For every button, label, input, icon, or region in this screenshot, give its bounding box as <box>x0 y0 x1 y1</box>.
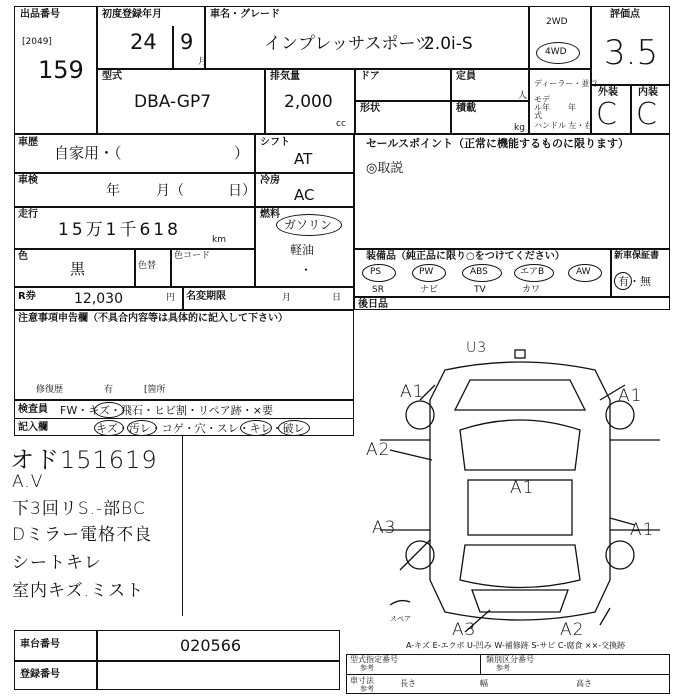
ext-grade-label: 外装 <box>598 87 618 98</box>
chassis-label: 車台番号 <box>20 639 60 650</box>
handnote-interior: 室内キズ.ミスト <box>12 581 145 601</box>
equip-ps: PS <box>370 267 382 277</box>
fuel-gas: ガソリン <box>284 218 333 232</box>
inspection-month: 月（ <box>156 183 184 199</box>
color-value: 黒 <box>70 260 86 278</box>
registration-month-unit: 月 <box>198 57 208 67</box>
reg-no-label: 登録番号 <box>20 669 60 680</box>
mileage-unit: km <box>212 235 226 245</box>
displacement-label: 排気量 <box>270 71 300 82</box>
equip-aw: AW <box>576 267 591 277</box>
equip-navi: ナビ <box>420 285 439 295</box>
repair-place: [箇所 <box>144 385 166 395</box>
chassis-value: 020566 <box>180 636 242 655</box>
spec-size-label: 車寸法 <box>350 676 374 685</box>
name-change-month: 月 <box>282 293 292 303</box>
history-close: ） <box>234 144 250 162</box>
fuel-dot: ・ <box>300 263 313 277</box>
warranty-label: 新車保証書 <box>614 251 660 261</box>
history-value: 自家用・（ <box>54 144 122 162</box>
mileage-digits: 15万1千618 <box>58 220 181 240</box>
load-label: 積載 <box>456 103 476 114</box>
inspector-legend: FW・キズ・飛石・ヒビ割・リペア跡・×要 <box>60 404 273 417</box>
fuel-diesel: 軽油 <box>290 243 315 257</box>
model-label: 型式 <box>102 71 122 82</box>
inspection-year: 年 <box>106 183 120 199</box>
header-frame <box>14 6 670 134</box>
capacity-label: 定員 <box>456 71 476 82</box>
color-change-label: 色替 <box>138 261 157 271</box>
legend-yogore-circle <box>127 420 157 436</box>
diagram-a1-rr: A1 <box>630 520 655 540</box>
spec-class-ref: 参考 <box>496 664 510 672</box>
model-value: DBA-GP7 <box>134 92 212 112</box>
handnote-odo: オド151619 <box>10 446 158 474</box>
drive-4wd: 4WD <box>545 47 567 57</box>
notes-label: 注意事項申告欄（不具合内容等は具体的に記入して下さい） <box>18 313 288 324</box>
lot-label: 出品番号 <box>20 9 60 20</box>
recycle-label: R券 <box>18 291 36 302</box>
spec-class-label: 類別区分番号 <box>486 655 534 664</box>
warranty-value: 有・無 <box>618 275 651 288</box>
load-unit: kg <box>514 123 525 133</box>
recorder-label: 記入欄 <box>18 422 48 433</box>
inspection-day: 日） <box>228 183 256 199</box>
shape-label: 形状 <box>360 103 380 114</box>
registration-label: 初度登録年月 <box>102 9 162 20</box>
equip-leather: カワ <box>522 285 541 295</box>
int-grade-label: 内装 <box>638 87 658 98</box>
selling-label: セールスポイント（正常に機能するものに限ります） <box>366 137 630 150</box>
equip-airbag: エアB <box>520 267 545 277</box>
diagram-a1-roof: A1 <box>510 478 535 498</box>
dealer-label: ディーラー・並行 <box>534 79 598 88</box>
capacity-unit: 人 <box>518 91 528 101</box>
spec-length: 長さ <box>400 679 416 688</box>
rear-seat-label: 後日品 <box>358 299 388 310</box>
color-label: 色 <box>18 251 28 262</box>
spec-type-ref: 参考 <box>360 664 374 672</box>
ext-grade-value: C <box>596 97 617 132</box>
dealer-handle: ハンドル 左・右 <box>534 121 593 130</box>
equip-pw: PW <box>419 267 434 277</box>
diagram-a1-fl: A1 <box>400 382 425 402</box>
handnote-av: A.V <box>12 472 44 492</box>
displacement-unit: cc <box>336 119 346 129</box>
legend-kire-circle <box>278 420 310 436</box>
name-change-label: 名変期限 <box>186 291 226 302</box>
displacement-value: 2,000 <box>284 92 333 112</box>
repair-value: 有 <box>104 385 114 395</box>
registration-month: 9 <box>180 30 194 54</box>
inspection-label: 車検 <box>18 175 38 186</box>
legend-kizu-circle <box>94 402 124 418</box>
spec-type-label: 型式指定番号 <box>350 655 398 664</box>
equip-sr: SR <box>372 285 384 295</box>
mileage-label: 走行 <box>18 209 38 220</box>
diagram-a3-rear: A3 <box>452 620 477 640</box>
handnote-seat: シートキレ <box>12 553 102 573</box>
color-code-label: 色コード <box>174 251 211 261</box>
history-label: 車歴 <box>18 137 38 148</box>
diagram-a1-fr: A1 <box>618 386 643 406</box>
car-name: インプレッサスポーツ <box>264 34 432 54</box>
cooling-value: AC <box>294 186 315 204</box>
lot-number: 159 <box>38 56 84 84</box>
inspector-label: 検査員 <box>18 404 48 415</box>
int-grade-value: C <box>636 97 657 132</box>
recycle-value: 12,030 <box>74 291 123 307</box>
car-grade: 2.0i-S <box>424 34 473 54</box>
shift-value: AT <box>294 150 313 168</box>
lot-code: [2049] <box>22 37 52 47</box>
diagram-u3: U3 <box>466 340 488 356</box>
spec-height: 高さ <box>576 679 592 688</box>
shift-label: シフト <box>260 137 290 148</box>
legend-kizu2-circle <box>94 420 124 436</box>
diagram-a3-left: A3 <box>372 518 397 538</box>
spec-size-ref: 参考 <box>360 685 374 693</box>
equipment-label: 装備品（純正品に限り○をつけてください） <box>366 251 565 262</box>
drive-2wd: 2WD <box>546 17 568 27</box>
handnote-lower: 下3回リS.-部BC <box>12 499 146 519</box>
selling-item: ◎取説 <box>366 161 404 176</box>
car-label: 車名・グレード <box>210 9 280 20</box>
score-value: 3.5 <box>604 33 659 73</box>
recycle-unit: 円 <box>166 293 176 303</box>
legend-sure-circle <box>240 420 272 436</box>
dealer-year: 年 <box>568 103 576 112</box>
registration-year: 24 <box>130 30 157 54</box>
cooling-label: 冷房 <box>260 175 280 186</box>
dealer-model-year: モデル年式 <box>534 95 550 120</box>
spec-width: 幅 <box>480 679 488 688</box>
score-label: 評価点 <box>610 9 640 20</box>
recorder-legend: キズ・汚レ・コゲ・穴・スレ・キレ・破レ <box>96 422 305 435</box>
handnote-mirror: Dミラー電格不良 <box>12 525 153 545</box>
repair-label: 修復歴 <box>36 385 64 395</box>
equip-tv: TV <box>474 285 486 295</box>
equip-abs: ABS <box>470 267 488 277</box>
fuel-label: 燃料 <box>260 209 280 220</box>
diagram-spare: スペア <box>390 615 411 623</box>
damage-legend: A-キズ E-エクボ U-凹み W-補修跡 S-サビ C-腐食 ××-交換跡 <box>406 641 626 650</box>
diagram-a2-rear: A2 <box>560 620 585 640</box>
name-change-day: 日 <box>332 293 342 303</box>
door-label: ドア <box>360 71 380 82</box>
diagram-a2: A2 <box>366 440 391 460</box>
